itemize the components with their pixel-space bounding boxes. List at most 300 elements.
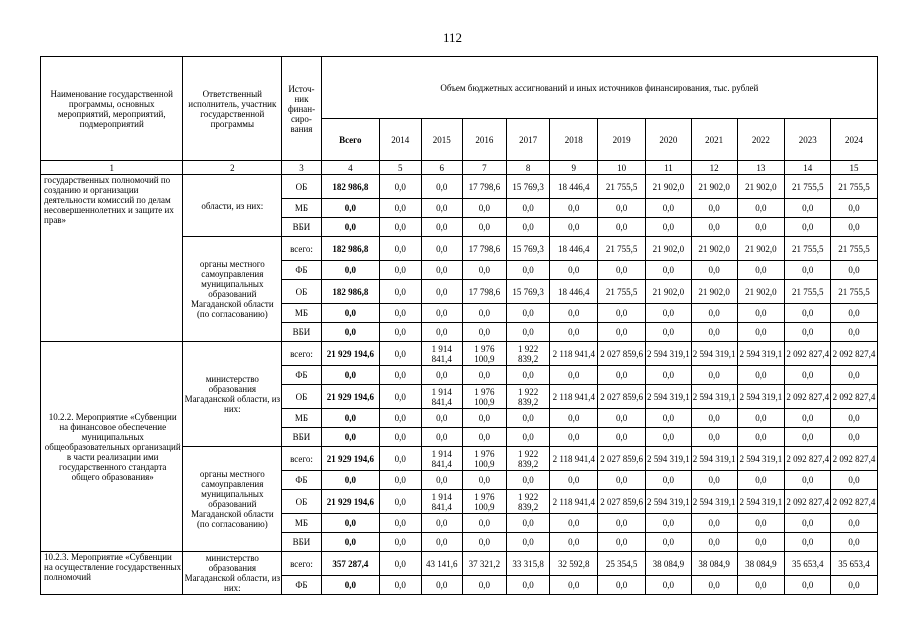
value-cell: 0,0: [379, 366, 421, 385]
value-cell: 0,0: [691, 576, 737, 595]
value-cell: 0,0: [831, 471, 878, 490]
value-cell: 38 084,9: [646, 552, 692, 576]
total-cell: 357 287,4: [321, 552, 379, 576]
value-cell: 0,0: [737, 218, 785, 237]
value-cell: 1 976 100,9: [463, 490, 507, 514]
value-cell: 0,0: [737, 409, 785, 428]
total-cell: 0,0: [321, 323, 379, 342]
value-cell: 0,0: [785, 533, 831, 552]
value-cell: 0,0: [463, 218, 507, 237]
column-number: 14: [785, 161, 831, 175]
value-cell: 0,0: [831, 428, 878, 447]
value-cell: 0,0: [379, 409, 421, 428]
value-cell: 0,0: [691, 533, 737, 552]
value-cell: 43 141,6: [421, 552, 463, 576]
source-cell: ВБИ: [282, 428, 322, 447]
value-cell: 0,0: [550, 514, 598, 533]
value-cell: 0,0: [598, 576, 646, 595]
value-cell: 2 092 827,4: [831, 342, 878, 366]
value-cell: 0,0: [421, 323, 463, 342]
source-cell: МБ: [282, 514, 322, 533]
value-cell: 21 902,0: [646, 280, 692, 304]
value-cell: 0,0: [691, 471, 737, 490]
source-cell: ФБ: [282, 576, 322, 595]
year-header: 2021: [691, 119, 737, 161]
value-cell: 1 914 841,4: [421, 447, 463, 471]
value-cell: 0,0: [506, 261, 550, 280]
value-cell: 2 027 859,6: [598, 385, 646, 409]
value-cell: 0,0: [506, 366, 550, 385]
value-cell: 0,0: [737, 261, 785, 280]
header-name: Наименование государственной программы, основных мероприятий, мероприятий, подмероприятий: [41, 57, 183, 161]
value-cell: 0,0: [691, 261, 737, 280]
value-cell: 0,0: [379, 304, 421, 323]
total-cell: 0,0: [321, 533, 379, 552]
value-cell: 17 798,6: [463, 280, 507, 304]
value-cell: 0,0: [785, 409, 831, 428]
year-header: 2018: [550, 119, 598, 161]
value-cell: 0,0: [785, 323, 831, 342]
column-number: 3: [282, 161, 322, 175]
program-name-cell: государственных полномочий по созданию и организации деятельности комиссий по делам несовершеннолетних и защите их прав»: [41, 175, 183, 342]
value-cell: 0,0: [598, 514, 646, 533]
total-cell: 0,0: [321, 304, 379, 323]
total-cell: 0,0: [321, 261, 379, 280]
value-cell: 2 092 827,4: [785, 385, 831, 409]
value-cell: 0,0: [646, 576, 692, 595]
value-cell: 0,0: [550, 218, 598, 237]
column-number: 13: [737, 161, 785, 175]
value-cell: 0,0: [737, 533, 785, 552]
value-cell: 37 321,2: [463, 552, 507, 576]
value-cell: 0,0: [506, 576, 550, 595]
value-cell: 0,0: [421, 175, 463, 199]
value-cell: 0,0: [550, 428, 598, 447]
value-cell: 0,0: [737, 366, 785, 385]
total-cell: 0,0: [321, 514, 379, 533]
header-responsible: Ответственный исполнитель, участник государственной программы: [183, 57, 282, 161]
value-cell: 1 976 100,9: [463, 342, 507, 366]
value-cell: 2 594 319,1: [737, 447, 785, 471]
value-cell: 1 922 839,2: [506, 447, 550, 471]
value-cell: 0,0: [463, 323, 507, 342]
value-cell: 21 755,5: [831, 175, 878, 199]
value-cell: 21 902,0: [691, 280, 737, 304]
value-cell: 2 092 827,4: [831, 490, 878, 514]
value-cell: 0,0: [598, 409, 646, 428]
value-cell: 21 755,5: [598, 237, 646, 261]
value-cell: 0,0: [737, 428, 785, 447]
value-cell: 0,0: [421, 199, 463, 218]
total-cell: 21 929 194,6: [321, 342, 379, 366]
value-cell: 0,0: [598, 366, 646, 385]
value-cell: 33 315,8: [506, 552, 550, 576]
total-cell: 0,0: [321, 576, 379, 595]
value-cell: 0,0: [598, 533, 646, 552]
value-cell: 0,0: [550, 304, 598, 323]
value-cell: 2 594 319,1: [646, 342, 692, 366]
value-cell: 0,0: [379, 385, 421, 409]
value-cell: 0,0: [379, 533, 421, 552]
value-cell: 2 027 859,6: [598, 447, 646, 471]
value-cell: 2 594 319,1: [646, 447, 692, 471]
value-cell: 18 446,4: [550, 280, 598, 304]
value-cell: 0,0: [785, 199, 831, 218]
value-cell: 0,0: [785, 304, 831, 323]
value-cell: 0,0: [463, 471, 507, 490]
value-cell: 21 755,5: [598, 175, 646, 199]
total-cell: 0,0: [321, 471, 379, 490]
value-cell: 0,0: [550, 471, 598, 490]
value-cell: 21 902,0: [691, 175, 737, 199]
value-cell: 0,0: [379, 447, 421, 471]
value-cell: 0,0: [831, 218, 878, 237]
value-cell: 0,0: [691, 199, 737, 218]
value-cell: 2 092 827,4: [785, 490, 831, 514]
column-number: 6: [421, 161, 463, 175]
value-cell: 0,0: [379, 280, 421, 304]
total-cell: 21 929 194,6: [321, 490, 379, 514]
value-cell: 0,0: [506, 218, 550, 237]
value-cell: 17 798,6: [463, 237, 507, 261]
value-cell: 2 092 827,4: [831, 385, 878, 409]
column-number: 9: [550, 161, 598, 175]
value-cell: 0,0: [831, 514, 878, 533]
value-cell: 0,0: [646, 304, 692, 323]
responsible-cell: министерство образования Магаданской области, из них:: [183, 342, 282, 447]
total-cell: 182 986,8: [321, 175, 379, 199]
value-cell: 17 798,6: [463, 175, 507, 199]
year-header: 2017: [506, 119, 550, 161]
value-cell: 0,0: [831, 576, 878, 595]
value-cell: 0,0: [646, 409, 692, 428]
value-cell: 2 594 319,1: [691, 385, 737, 409]
value-cell: 15 769,3: [506, 237, 550, 261]
value-cell: 0,0: [421, 218, 463, 237]
value-cell: 0,0: [598, 471, 646, 490]
value-cell: 35 653,4: [785, 552, 831, 576]
year-header: 2014: [379, 119, 421, 161]
year-header: 2019: [598, 119, 646, 161]
value-cell: 0,0: [598, 428, 646, 447]
value-cell: 21 755,5: [831, 280, 878, 304]
value-cell: 0,0: [785, 218, 831, 237]
column-number: 10: [598, 161, 646, 175]
value-cell: 0,0: [463, 533, 507, 552]
value-cell: 1 976 100,9: [463, 447, 507, 471]
value-cell: 0,0: [785, 514, 831, 533]
value-cell: 0,0: [737, 471, 785, 490]
value-cell: 0,0: [737, 576, 785, 595]
value-cell: 0,0: [421, 514, 463, 533]
source-cell: всего:: [282, 342, 322, 366]
value-cell: 32 592,8: [550, 552, 598, 576]
value-cell: 0,0: [598, 218, 646, 237]
value-cell: 38 084,9: [737, 552, 785, 576]
value-cell: 2 594 319,1: [691, 342, 737, 366]
responsible-cell: органы местного самоуправления муниципальных образований Магаданской области (по согласованию): [183, 237, 282, 342]
source-cell: ОБ: [282, 490, 322, 514]
responsible-cell: органы местного самоуправления муниципальных образований Магаданской области (по согласованию): [183, 447, 282, 552]
year-header: 2024: [831, 119, 878, 161]
value-cell: 0,0: [421, 428, 463, 447]
value-cell: 0,0: [646, 471, 692, 490]
value-cell: 0,0: [831, 533, 878, 552]
value-cell: 0,0: [691, 514, 737, 533]
value-cell: 0,0: [598, 199, 646, 218]
value-cell: 0,0: [598, 261, 646, 280]
value-cell: 1 914 841,4: [421, 342, 463, 366]
value-cell: 1 976 100,9: [463, 385, 507, 409]
value-cell: 21 755,5: [785, 280, 831, 304]
value-cell: 2 594 319,1: [737, 342, 785, 366]
value-cell: 0,0: [379, 175, 421, 199]
year-header: 2015: [421, 119, 463, 161]
value-cell: 0,0: [646, 533, 692, 552]
value-cell: 0,0: [421, 366, 463, 385]
source-cell: всего:: [282, 237, 322, 261]
value-cell: 0,0: [646, 218, 692, 237]
value-cell: 0,0: [737, 323, 785, 342]
value-cell: 0,0: [421, 261, 463, 280]
total-cell: 0,0: [321, 218, 379, 237]
source-cell: всего:: [282, 552, 322, 576]
value-cell: 0,0: [550, 261, 598, 280]
value-cell: 35 653,4: [831, 552, 878, 576]
value-cell: 0,0: [379, 490, 421, 514]
source-cell: ОБ: [282, 385, 322, 409]
total-cell: 21 929 194,6: [321, 447, 379, 471]
column-number: 8: [506, 161, 550, 175]
value-cell: 15 769,3: [506, 280, 550, 304]
total-cell: 0,0: [321, 409, 379, 428]
value-cell: 0,0: [379, 428, 421, 447]
value-cell: 0,0: [506, 199, 550, 218]
value-cell: 0,0: [550, 366, 598, 385]
value-cell: 0,0: [737, 514, 785, 533]
column-number: 15: [831, 161, 878, 175]
value-cell: 25 354,5: [598, 552, 646, 576]
budget-table: [40, 56, 878, 595]
total-cell: 0,0: [321, 366, 379, 385]
value-cell: 15 769,3: [506, 175, 550, 199]
header-source: Источ-ник финан-сиро-вания: [282, 57, 322, 161]
value-cell: 2 027 859,6: [598, 490, 646, 514]
value-cell: 0,0: [421, 576, 463, 595]
value-cell: 0,0: [550, 533, 598, 552]
value-cell: 21 902,0: [737, 280, 785, 304]
source-cell: ФБ: [282, 261, 322, 280]
value-cell: 1 922 839,2: [506, 490, 550, 514]
column-number: 1: [41, 161, 183, 175]
value-cell: 21 755,5: [831, 237, 878, 261]
total-cell: 182 986,8: [321, 237, 379, 261]
table-row: [41, 175, 878, 199]
value-cell: 0,0: [646, 428, 692, 447]
value-cell: 38 084,9: [691, 552, 737, 576]
value-cell: 2 118 941,4: [550, 342, 598, 366]
value-cell: 0,0: [785, 471, 831, 490]
value-cell: 2 594 319,1: [646, 385, 692, 409]
value-cell: 0,0: [421, 304, 463, 323]
value-cell: 0,0: [691, 323, 737, 342]
value-cell: 0,0: [831, 261, 878, 280]
value-cell: 18 446,4: [550, 237, 598, 261]
value-cell: 0,0: [379, 576, 421, 595]
column-number: 2: [183, 161, 282, 175]
value-cell: 18 446,4: [550, 175, 598, 199]
value-cell: 0,0: [421, 533, 463, 552]
value-cell: 1 922 839,2: [506, 342, 550, 366]
value-cell: 0,0: [831, 304, 878, 323]
value-cell: 21 755,5: [785, 175, 831, 199]
source-cell: МБ: [282, 304, 322, 323]
value-cell: 0,0: [379, 471, 421, 490]
value-cell: 2 118 941,4: [550, 385, 598, 409]
year-header: 2020: [646, 119, 692, 161]
value-cell: 0,0: [463, 304, 507, 323]
value-cell: 0,0: [463, 409, 507, 428]
source-cell: ФБ: [282, 471, 322, 490]
value-cell: 0,0: [463, 576, 507, 595]
source-cell: ВБИ: [282, 218, 322, 237]
value-cell: 2 092 827,4: [785, 342, 831, 366]
table-row: [41, 552, 878, 576]
value-cell: 0,0: [737, 304, 785, 323]
value-cell: 2 594 319,1: [737, 490, 785, 514]
value-cell: 0,0: [506, 533, 550, 552]
value-cell: 0,0: [785, 261, 831, 280]
value-cell: 0,0: [691, 304, 737, 323]
value-cell: 0,0: [691, 428, 737, 447]
value-cell: 0,0: [831, 323, 878, 342]
value-cell: 0,0: [646, 514, 692, 533]
responsible-cell: министерство образования Магаданской области, из них:: [184, 553, 281, 593]
value-cell: 2 594 319,1: [691, 490, 737, 514]
value-cell: 0,0: [506, 514, 550, 533]
value-cell: 0,0: [506, 304, 550, 323]
value-cell: 0,0: [691, 218, 737, 237]
value-cell: 0,0: [379, 342, 421, 366]
value-cell: 0,0: [646, 323, 692, 342]
source-cell: ОБ: [282, 280, 322, 304]
page-number: 112: [442, 30, 463, 45]
value-cell: 0,0: [506, 409, 550, 428]
value-cell: 0,0: [598, 323, 646, 342]
column-number: 4: [321, 161, 379, 175]
value-cell: 21 902,0: [737, 175, 785, 199]
value-cell: 2 118 941,4: [550, 490, 598, 514]
value-cell: 0,0: [646, 199, 692, 218]
value-cell: 0,0: [550, 409, 598, 428]
value-cell: 0,0: [550, 323, 598, 342]
total-cell: 182 986,8: [321, 280, 379, 304]
value-cell: 0,0: [463, 514, 507, 533]
value-cell: 0,0: [831, 409, 878, 428]
value-cell: 21 902,0: [646, 237, 692, 261]
column-number: 11: [646, 161, 692, 175]
value-cell: 0,0: [550, 576, 598, 595]
value-cell: 0,0: [421, 237, 463, 261]
value-cell: 0,0: [737, 199, 785, 218]
value-cell: 2 027 859,6: [598, 342, 646, 366]
value-cell: 2 594 319,1: [691, 447, 737, 471]
source-cell: ВБИ: [282, 323, 322, 342]
value-cell: 2 092 827,4: [831, 447, 878, 471]
value-cell: 21 755,5: [598, 280, 646, 304]
value-cell: 0,0: [831, 199, 878, 218]
year-header: 2022: [737, 119, 785, 161]
value-cell: 21 902,0: [737, 237, 785, 261]
value-cell: 2 118 941,4: [550, 447, 598, 471]
value-cell: 0,0: [379, 323, 421, 342]
value-cell: 0,0: [463, 428, 507, 447]
value-cell: 0,0: [646, 261, 692, 280]
source-cell: МБ: [282, 409, 322, 428]
value-cell: 2 092 827,4: [785, 447, 831, 471]
value-cell: 0,0: [421, 409, 463, 428]
value-cell: 0,0: [379, 261, 421, 280]
value-cell: 0,0: [646, 366, 692, 385]
value-cell: 0,0: [421, 280, 463, 304]
value-cell: 0,0: [463, 366, 507, 385]
value-cell: 0,0: [550, 199, 598, 218]
value-cell: 0,0: [506, 471, 550, 490]
value-cell: 0,0: [379, 199, 421, 218]
source-cell: МБ: [282, 199, 322, 218]
value-cell: 0,0: [379, 237, 421, 261]
value-cell: 21 902,0: [646, 175, 692, 199]
value-cell: 0,0: [785, 366, 831, 385]
column-number: 5: [379, 161, 421, 175]
column-number: 12: [691, 161, 737, 175]
source-cell: всего:: [282, 447, 322, 471]
value-cell: 0,0: [831, 366, 878, 385]
total-cell: 0,0: [321, 199, 379, 218]
program-name-cell: 10.2.3. Мероприятие «Субвенции на осуществление государственных полномочий: [41, 552, 183, 595]
source-cell: ВБИ: [282, 533, 322, 552]
responsible-cell: области, из них:: [183, 175, 282, 237]
value-cell: 0,0: [379, 218, 421, 237]
program-name-cell: 10.2.2. Мероприятие «Субвенции на финансовое обеспечение муниципальных общеобразовательных организаций в части реализации ими государственного стандарта общего образования»: [41, 342, 183, 552]
source-cell: ФБ: [282, 366, 322, 385]
value-cell: 0,0: [379, 514, 421, 533]
header-total: Всего: [321, 119, 379, 161]
value-cell: 0,0: [691, 366, 737, 385]
value-cell: 2 594 319,1: [646, 490, 692, 514]
value-cell: 1 914 841,4: [421, 385, 463, 409]
year-header: 2023: [785, 119, 831, 161]
value-cell: 1 914 841,4: [421, 490, 463, 514]
year-header: 2016: [463, 119, 507, 161]
total-cell: 21 929 194,6: [321, 385, 379, 409]
table-row: [41, 342, 878, 366]
value-cell: 0,0: [463, 261, 507, 280]
value-cell: 0,0: [785, 428, 831, 447]
value-cell: 0,0: [598, 304, 646, 323]
value-cell: 0,0: [379, 552, 421, 576]
value-cell: 21 755,5: [785, 237, 831, 261]
value-cell: 0,0: [785, 576, 831, 595]
value-cell: 0,0: [506, 323, 550, 342]
source-cell: ОБ: [282, 175, 322, 199]
table-header: [41, 57, 878, 175]
value-cell: 0,0: [506, 428, 550, 447]
value-cell: 0,0: [463, 199, 507, 218]
column-number: 7: [463, 161, 507, 175]
value-cell: 1 922 839,2: [506, 385, 550, 409]
value-cell: 2 594 319,1: [737, 385, 785, 409]
